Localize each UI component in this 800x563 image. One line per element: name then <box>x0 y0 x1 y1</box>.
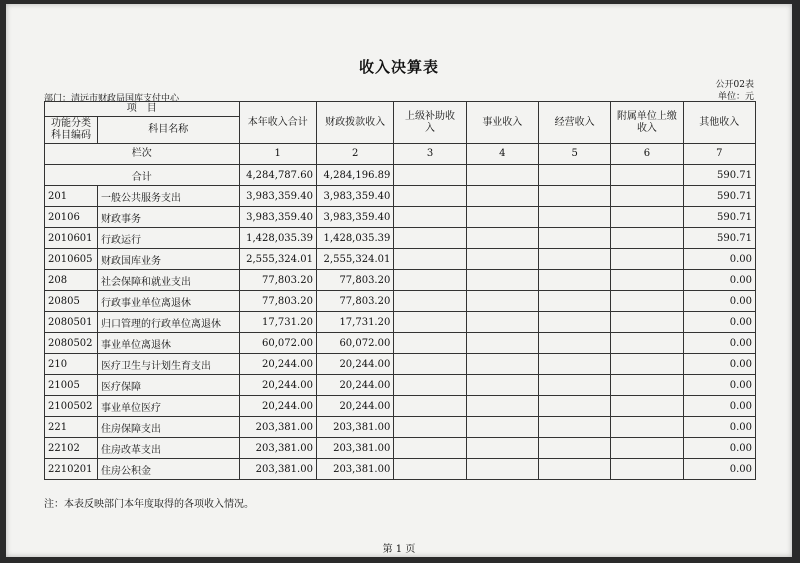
amount-cell <box>466 207 538 228</box>
amount-cell <box>466 333 538 354</box>
subject-code: 201 <box>45 186 98 207</box>
amount-cell: 20,244.00 <box>239 354 316 375</box>
col-header: 本年收入合计 <box>239 102 316 144</box>
subject-code: 221 <box>45 417 98 438</box>
serial-label: 栏次 <box>45 144 240 165</box>
table-row <box>45 186 756 207</box>
amount-cell: 203,381.00 <box>316 459 393 480</box>
amount-cell <box>611 354 683 375</box>
amount-cell: 77,803.20 <box>239 270 316 291</box>
unit-label: 单位：元 <box>717 92 754 102</box>
department-label: 部门：清远市财政局国库支付中心 <box>44 94 180 104</box>
total-value: 4,284,787.60 <box>239 165 316 186</box>
col-header: 其他收入 <box>683 102 755 144</box>
table-row <box>45 228 756 249</box>
amount-cell: 590.71 <box>683 228 755 249</box>
serial-number: 7 <box>683 144 755 165</box>
serial-row <box>45 144 756 165</box>
document-title: 收入决算表 <box>358 58 439 76</box>
amount-cell: 77,803.20 <box>239 291 316 312</box>
amount-cell <box>394 249 466 270</box>
amount-cell: 2,555,324.01 <box>239 249 316 270</box>
table-row <box>45 459 756 480</box>
amount-cell: 0.00 <box>683 438 755 459</box>
amount-cell: 0.00 <box>683 459 755 480</box>
total-value: 4,284,196.89 <box>316 165 393 186</box>
amount-cell <box>611 291 683 312</box>
amount-cell <box>611 270 683 291</box>
table-row <box>45 249 756 270</box>
subject-code: 2010601 <box>45 228 98 249</box>
amount-cell <box>611 312 683 333</box>
amount-cell: 2,555,324.01 <box>316 249 393 270</box>
subject-code: 2010605 <box>45 249 98 270</box>
amount-cell <box>611 396 683 417</box>
amount-cell <box>466 354 538 375</box>
serial-number: 3 <box>394 144 466 165</box>
subject-name: 医疗保障 <box>97 375 239 396</box>
subject-name: 医疗卫生与计划生育支出 <box>97 354 239 375</box>
amount-cell: 203,381.00 <box>316 417 393 438</box>
subject-name: 事业单位医疗 <box>97 396 239 417</box>
subject-code: 2210201 <box>45 459 98 480</box>
amount-cell <box>466 312 538 333</box>
subject-name: 社会保障和就业支出 <box>97 270 239 291</box>
amount-cell <box>466 228 538 249</box>
amount-cell: 203,381.00 <box>239 459 316 480</box>
amount-cell: 20,244.00 <box>316 396 393 417</box>
name-header: 科目名称 <box>97 117 239 144</box>
income-table <box>44 101 756 480</box>
amount-cell <box>538 207 610 228</box>
amount-cell <box>538 396 610 417</box>
total-value <box>611 165 683 186</box>
amount-cell <box>538 186 610 207</box>
amount-cell <box>611 375 683 396</box>
total-label: 合计 <box>45 165 240 186</box>
amount-cell: 203,381.00 <box>239 417 316 438</box>
amount-cell <box>394 417 466 438</box>
subject-code: 20805 <box>45 291 98 312</box>
amount-cell <box>394 354 466 375</box>
amount-cell: 77,803.20 <box>316 270 393 291</box>
amount-cell <box>394 270 466 291</box>
footnote: 注：本表反映部门本年度取得的各项收入情况。 <box>44 499 254 510</box>
amount-cell <box>538 333 610 354</box>
amount-cell: 590.71 <box>683 186 755 207</box>
amount-cell <box>466 417 538 438</box>
form-code: 公开02表 <box>715 80 754 90</box>
amount-cell <box>466 375 538 396</box>
amount-cell: 0.00 <box>683 354 755 375</box>
amount-cell: 0.00 <box>683 291 755 312</box>
total-row <box>45 165 756 186</box>
amount-cell: 20,244.00 <box>316 354 393 375</box>
subject-name: 行政运行 <box>97 228 239 249</box>
amount-cell <box>538 459 610 480</box>
subject-name: 事业单位离退休 <box>97 333 239 354</box>
subject-name: 财政事务 <box>97 207 239 228</box>
table-row <box>45 333 756 354</box>
amount-cell <box>538 228 610 249</box>
subject-name: 住房公积金 <box>97 459 239 480</box>
amount-cell: 0.00 <box>683 249 755 270</box>
amount-cell: 3,983,359.40 <box>239 186 316 207</box>
total-value <box>466 165 538 186</box>
amount-cell <box>611 249 683 270</box>
serial-number: 5 <box>538 144 610 165</box>
col-header: 经营收入 <box>538 102 610 144</box>
subject-code: 2080501 <box>45 312 98 333</box>
subject-name: 一般公共服务支出 <box>97 186 239 207</box>
amount-cell <box>394 375 466 396</box>
item-header: 项 目 <box>45 102 240 117</box>
amount-cell <box>611 333 683 354</box>
amount-cell: 203,381.00 <box>316 438 393 459</box>
subject-code: 2100502 <box>45 396 98 417</box>
amount-cell <box>538 438 610 459</box>
amount-cell <box>538 291 610 312</box>
amount-cell <box>611 438 683 459</box>
amount-cell: 0.00 <box>683 312 755 333</box>
amount-cell: 3,983,359.40 <box>316 207 393 228</box>
table-row <box>45 291 756 312</box>
code-header: 功能分类 科目编码 <box>45 117 98 144</box>
amount-cell <box>538 354 610 375</box>
amount-cell <box>611 417 683 438</box>
serial-number: 6 <box>611 144 683 165</box>
amount-cell: 20,244.00 <box>239 396 316 417</box>
amount-cell <box>394 186 466 207</box>
amount-cell <box>466 186 538 207</box>
amount-cell <box>538 417 610 438</box>
subject-name: 行政事业单位离退休 <box>97 291 239 312</box>
amount-cell <box>611 207 683 228</box>
amount-cell: 60,072.00 <box>239 333 316 354</box>
document-page <box>6 4 792 557</box>
subject-code: 20106 <box>45 207 98 228</box>
total-value: 590.71 <box>683 165 755 186</box>
amount-cell <box>611 459 683 480</box>
table-row <box>45 438 756 459</box>
amount-cell <box>466 438 538 459</box>
table-row <box>45 312 756 333</box>
col-header: 财政拨款收入 <box>316 102 393 144</box>
amount-cell: 1,428,035.39 <box>316 228 393 249</box>
amount-cell <box>466 459 538 480</box>
amount-cell <box>466 396 538 417</box>
serial-number: 4 <box>466 144 538 165</box>
amount-cell <box>394 396 466 417</box>
subject-code: 22102 <box>45 438 98 459</box>
subject-name: 归口管理的行政单位离退休 <box>97 312 239 333</box>
subject-name: 住房改革支出 <box>97 438 239 459</box>
page-number: 第 1 页 <box>382 544 416 555</box>
table-row <box>45 375 756 396</box>
subject-name: 财政国库业务 <box>97 249 239 270</box>
amount-cell <box>466 291 538 312</box>
amount-cell <box>394 312 466 333</box>
subject-code: 21005 <box>45 375 98 396</box>
amount-cell: 60,072.00 <box>316 333 393 354</box>
table-row <box>45 354 756 375</box>
amount-cell <box>394 459 466 480</box>
amount-cell: 0.00 <box>683 333 755 354</box>
amount-cell <box>394 207 466 228</box>
amount-cell: 590.71 <box>683 207 755 228</box>
amount-cell <box>538 249 610 270</box>
amount-cell: 0.00 <box>683 417 755 438</box>
amount-cell: 0.00 <box>683 270 755 291</box>
amount-cell <box>466 249 538 270</box>
subject-name: 住房保障支出 <box>97 417 239 438</box>
amount-cell: 0.00 <box>683 396 755 417</box>
table-row <box>45 417 756 438</box>
total-value <box>538 165 610 186</box>
amount-cell: 17,731.20 <box>316 312 393 333</box>
amount-cell: 1,428,035.39 <box>239 228 316 249</box>
amount-cell: 203,381.00 <box>239 438 316 459</box>
amount-cell: 20,244.00 <box>316 375 393 396</box>
amount-cell: 3,983,359.40 <box>239 207 316 228</box>
header-row-top <box>45 102 756 117</box>
amount-cell: 77,803.20 <box>316 291 393 312</box>
amount-cell: 0.00 <box>683 375 755 396</box>
col-header: 附属单位上缴 收入 <box>611 102 683 144</box>
amount-cell <box>394 228 466 249</box>
amount-cell <box>538 375 610 396</box>
amount-cell <box>394 291 466 312</box>
amount-cell <box>466 270 538 291</box>
amount-cell: 3,983,359.40 <box>316 186 393 207</box>
amount-cell <box>538 312 610 333</box>
table-row <box>45 207 756 228</box>
table-row <box>45 270 756 291</box>
amount-cell <box>611 228 683 249</box>
table-row <box>45 396 756 417</box>
col-header: 事业收入 <box>466 102 538 144</box>
amount-cell <box>538 270 610 291</box>
serial-number: 1 <box>239 144 316 165</box>
subject-code: 2080502 <box>45 333 98 354</box>
amount-cell: 20,244.00 <box>239 375 316 396</box>
col-header: 上级补助收 入 <box>394 102 466 144</box>
subject-code: 208 <box>45 270 98 291</box>
amount-cell: 17,731.20 <box>239 312 316 333</box>
subject-code: 210 <box>45 354 98 375</box>
total-value <box>394 165 466 186</box>
amount-cell <box>394 438 466 459</box>
amount-cell <box>394 333 466 354</box>
serial-number: 2 <box>316 144 393 165</box>
amount-cell <box>611 186 683 207</box>
